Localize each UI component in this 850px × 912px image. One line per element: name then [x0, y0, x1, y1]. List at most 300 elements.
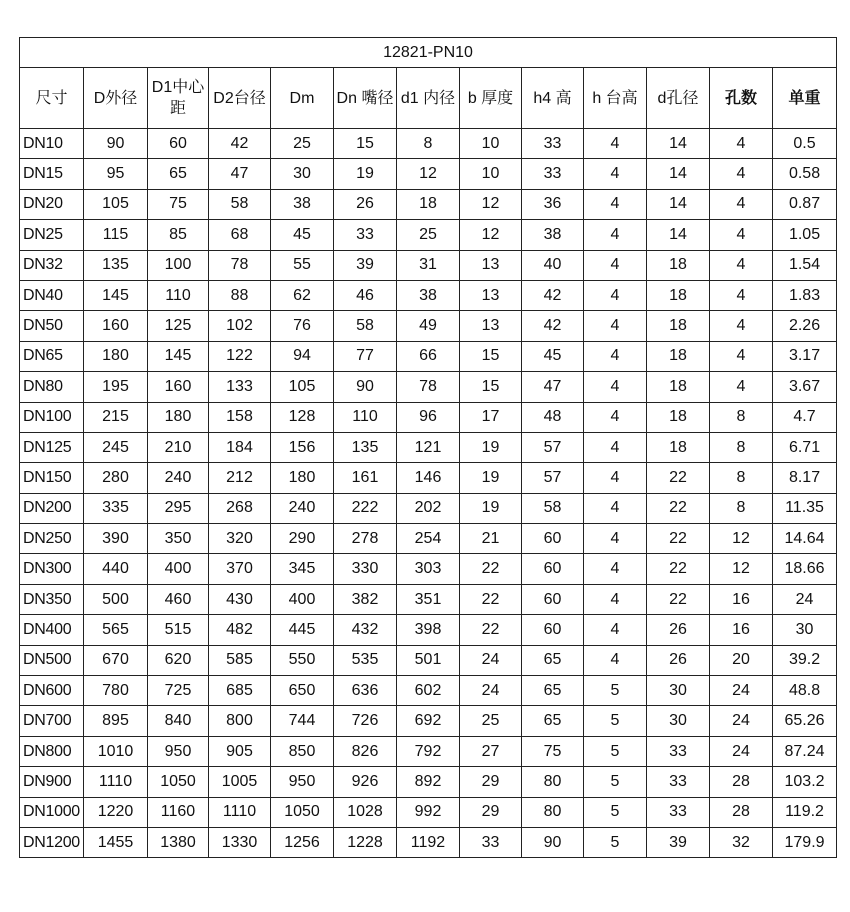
header-row: [20, 68, 837, 129]
table-cell: 10: [460, 159, 522, 189]
size-cell: DN32: [20, 250, 84, 280]
table-cell: 370: [209, 554, 271, 584]
column-header: h4 高: [522, 68, 584, 129]
table-row: [20, 311, 837, 341]
table-cell: 18: [647, 341, 710, 371]
table-cell: 90: [84, 129, 148, 159]
table-row: [20, 493, 837, 523]
size-cell: DN15: [20, 159, 84, 189]
table-cell: 335: [84, 493, 148, 523]
table-cell: 14.64: [773, 524, 837, 554]
table-cell: 22: [460, 615, 522, 645]
table-cell: 4: [710, 341, 773, 371]
table-cell: 22: [460, 554, 522, 584]
table-cell: 245: [84, 432, 148, 462]
table-cell: 40: [522, 250, 584, 280]
table-cell: 4: [584, 280, 647, 310]
table-cell: 4: [584, 584, 647, 614]
table-cell: 24: [710, 676, 773, 706]
table-cell: 22: [647, 584, 710, 614]
table-cell: 4: [584, 432, 647, 462]
table-cell: 94: [271, 341, 334, 371]
size-cell: DN25: [20, 220, 84, 250]
table-row: [20, 402, 837, 432]
table-cell: 4: [584, 189, 647, 219]
table-row: [20, 554, 837, 584]
table-cell: 60: [148, 129, 209, 159]
table-cell: 38: [271, 189, 334, 219]
table-row: [20, 615, 837, 645]
table-cell: 22: [647, 463, 710, 493]
table-row: [20, 584, 837, 614]
table-cell: 5: [584, 676, 647, 706]
table-cell: 24: [460, 676, 522, 706]
table-cell: 66: [397, 341, 460, 371]
table-cell: 18: [647, 432, 710, 462]
table-cell: 19: [460, 432, 522, 462]
size-cell: DN300: [20, 554, 84, 584]
table-cell: 30: [773, 615, 837, 645]
table-cell: 90: [522, 827, 584, 857]
table-cell: 75: [148, 189, 209, 219]
table-cell: 1.05: [773, 220, 837, 250]
table-cell: 892: [397, 767, 460, 797]
table-cell: 39: [334, 250, 397, 280]
table-cell: 33: [647, 767, 710, 797]
table-cell: 4: [584, 402, 647, 432]
table-cell: 5: [584, 736, 647, 766]
table-cell: 1330: [209, 827, 271, 857]
table-cell: 58: [209, 189, 271, 219]
table-cell: 440: [84, 554, 148, 584]
table-cell: 202: [397, 493, 460, 523]
table-cell: 65: [522, 706, 584, 736]
table-cell: 27: [460, 736, 522, 766]
table-cell: 39.2: [773, 645, 837, 675]
table-cell: 320: [209, 524, 271, 554]
table-cell: 268: [209, 493, 271, 523]
table-cell: 215: [84, 402, 148, 432]
table-cell: 121: [397, 432, 460, 462]
table-cell: 28: [710, 797, 773, 827]
table-cell: 47: [522, 372, 584, 402]
table-cell: 430: [209, 584, 271, 614]
table-cell: 780: [84, 676, 148, 706]
column-header: D1中心距: [148, 68, 209, 129]
table-cell: 25: [397, 220, 460, 250]
size-cell: DN900: [20, 767, 84, 797]
table-cell: 4: [584, 493, 647, 523]
table-cell: 78: [397, 372, 460, 402]
column-header: b 厚度: [460, 68, 522, 129]
table-cell: 950: [148, 736, 209, 766]
table-cell: 3.67: [773, 372, 837, 402]
table-cell: 4: [710, 372, 773, 402]
table-cell: 80: [522, 767, 584, 797]
table-cell: 180: [148, 402, 209, 432]
column-header: D外径: [84, 68, 148, 129]
table-cell: 4: [710, 220, 773, 250]
table-cell: 26: [334, 189, 397, 219]
table-cell: 4: [710, 250, 773, 280]
table-cell: 135: [84, 250, 148, 280]
table-cell: 0.58: [773, 159, 837, 189]
table-cell: 18: [647, 311, 710, 341]
table-cell: 4: [584, 524, 647, 554]
table-cell: 4: [710, 159, 773, 189]
table-cell: 29: [460, 797, 522, 827]
table-cell: 158: [209, 402, 271, 432]
table-cell: 33: [334, 220, 397, 250]
table-cell: 1.54: [773, 250, 837, 280]
table-cell: 240: [148, 463, 209, 493]
table-cell: 33: [522, 159, 584, 189]
table-cell: 725: [148, 676, 209, 706]
table-cell: 60: [522, 554, 584, 584]
table-cell: 32: [710, 827, 773, 857]
table-cell: 62: [271, 280, 334, 310]
table-cell: 19: [334, 159, 397, 189]
table-cell: 12: [460, 189, 522, 219]
table-cell: 30: [647, 676, 710, 706]
size-cell: DN1200: [20, 827, 84, 857]
table-cell: 30: [647, 706, 710, 736]
table-cell: 14: [647, 129, 710, 159]
table-cell: 636: [334, 676, 397, 706]
column-header: 孔数: [710, 68, 773, 129]
table-cell: 96: [397, 402, 460, 432]
table-cell: 4: [584, 615, 647, 645]
table-cell: 8: [710, 493, 773, 523]
table-cell: 28: [710, 767, 773, 797]
table-cell: 24: [710, 706, 773, 736]
table-body: [20, 129, 837, 858]
table-cell: 195: [84, 372, 148, 402]
table-cell: 5: [584, 706, 647, 736]
table-cell: 26: [647, 615, 710, 645]
size-cell: DN20: [20, 189, 84, 219]
table-cell: 18: [647, 250, 710, 280]
table-cell: 18: [647, 280, 710, 310]
table-cell: 20: [710, 645, 773, 675]
table-cell: 565: [84, 615, 148, 645]
table-cell: 4: [584, 311, 647, 341]
column-header: Dm: [271, 68, 334, 129]
table-cell: 16: [710, 584, 773, 614]
table-cell: 330: [334, 554, 397, 584]
table-cell: 1050: [271, 797, 334, 827]
table-cell: 88: [209, 280, 271, 310]
table-cell: 240: [271, 493, 334, 523]
table-cell: 18: [647, 372, 710, 402]
table-cell: 48.8: [773, 676, 837, 706]
table-cell: 212: [209, 463, 271, 493]
table-cell: 10: [460, 129, 522, 159]
table-cell: 1028: [334, 797, 397, 827]
column-header: 尺寸: [20, 68, 84, 129]
table-cell: 0.87: [773, 189, 837, 219]
table-cell: 103.2: [773, 767, 837, 797]
table-cell: 39: [647, 827, 710, 857]
table-cell: 840: [148, 706, 209, 736]
table-row: [20, 645, 837, 675]
table-row: [20, 797, 837, 827]
table-cell: 4: [584, 220, 647, 250]
size-cell: DN1000: [20, 797, 84, 827]
table-cell: 482: [209, 615, 271, 645]
table-title: 12821-PN10: [20, 38, 837, 68]
table-cell: 400: [148, 554, 209, 584]
table-cell: 400: [271, 584, 334, 614]
table-cell: 145: [84, 280, 148, 310]
table-cell: 22: [647, 554, 710, 584]
size-cell: DN80: [20, 372, 84, 402]
table-cell: 110: [148, 280, 209, 310]
table-cell: 501: [397, 645, 460, 675]
table-cell: 1010: [84, 736, 148, 766]
table-row: [20, 736, 837, 766]
table-cell: 351: [397, 584, 460, 614]
table-cell: 42: [522, 280, 584, 310]
table-cell: 950: [271, 767, 334, 797]
table-cell: 1380: [148, 827, 209, 857]
table-cell: 1005: [209, 767, 271, 797]
size-cell: DN400: [20, 615, 84, 645]
table-cell: 432: [334, 615, 397, 645]
table-cell: 42: [522, 311, 584, 341]
table-cell: 4: [710, 311, 773, 341]
table-cell: 12: [710, 524, 773, 554]
size-cell: DN800: [20, 736, 84, 766]
table-row: [20, 524, 837, 554]
table-cell: 65: [148, 159, 209, 189]
table-cell: 670: [84, 645, 148, 675]
size-cell: DN700: [20, 706, 84, 736]
table-cell: 122: [209, 341, 271, 371]
table-cell: 792: [397, 736, 460, 766]
table-cell: 119.2: [773, 797, 837, 827]
table-cell: 744: [271, 706, 334, 736]
table-cell: 350: [148, 524, 209, 554]
table-cell: 146: [397, 463, 460, 493]
table-cell: 1110: [209, 797, 271, 827]
table-cell: 2.26: [773, 311, 837, 341]
table-row: [20, 341, 837, 371]
table-cell: 1110: [84, 767, 148, 797]
table-cell: 38: [397, 280, 460, 310]
table-cell: 278: [334, 524, 397, 554]
table-row: [20, 706, 837, 736]
table-cell: 1220: [84, 797, 148, 827]
table-cell: 58: [522, 493, 584, 523]
table-row: [20, 129, 837, 159]
size-cell: DN200: [20, 493, 84, 523]
table-cell: 57: [522, 463, 584, 493]
table-cell: 15: [334, 129, 397, 159]
column-header: Dn 嘴径: [334, 68, 397, 129]
table-cell: 45: [522, 341, 584, 371]
table-cell: 22: [647, 493, 710, 523]
table-cell: 826: [334, 736, 397, 766]
table-cell: 24: [460, 645, 522, 675]
table-cell: 5: [584, 827, 647, 857]
size-cell: DN250: [20, 524, 84, 554]
size-cell: DN40: [20, 280, 84, 310]
table-cell: 42: [209, 129, 271, 159]
table-cell: 46: [334, 280, 397, 310]
table-cell: 8: [710, 402, 773, 432]
table-cell: 685: [209, 676, 271, 706]
table-cell: 80: [522, 797, 584, 827]
table-cell: 4: [584, 554, 647, 584]
table-cell: 13: [460, 311, 522, 341]
table-cell: 295: [148, 493, 209, 523]
table-cell: 180: [271, 463, 334, 493]
table-cell: 14: [647, 159, 710, 189]
table-row: [20, 159, 837, 189]
table-cell: 38: [522, 220, 584, 250]
table-cell: 65: [522, 676, 584, 706]
column-header: D2台径: [209, 68, 271, 129]
table-cell: 45: [271, 220, 334, 250]
table-cell: 25: [271, 129, 334, 159]
table-row: [20, 250, 837, 280]
table-cell: 345: [271, 554, 334, 584]
table-cell: 156: [271, 432, 334, 462]
table-cell: 398: [397, 615, 460, 645]
table-cell: 29: [460, 767, 522, 797]
table-cell: 24: [710, 736, 773, 766]
table-cell: 905: [209, 736, 271, 766]
table-cell: 78: [209, 250, 271, 280]
table-cell: 77: [334, 341, 397, 371]
table-cell: 4: [584, 645, 647, 675]
table-cell: 602: [397, 676, 460, 706]
table-cell: 65: [522, 645, 584, 675]
table-cell: 850: [271, 736, 334, 766]
table-cell: 128: [271, 402, 334, 432]
size-cell: DN500: [20, 645, 84, 675]
table-cell: 14: [647, 220, 710, 250]
table-cell: 1160: [148, 797, 209, 827]
table-cell: 110: [334, 402, 397, 432]
table-cell: 48: [522, 402, 584, 432]
size-cell: DN600: [20, 676, 84, 706]
table-cell: 650: [271, 676, 334, 706]
table-cell: 33: [647, 797, 710, 827]
table-cell: 992: [397, 797, 460, 827]
table-cell: 135: [334, 432, 397, 462]
table-row: [20, 827, 837, 857]
table-cell: 12: [710, 554, 773, 584]
table-row: [20, 432, 837, 462]
table-cell: 1192: [397, 827, 460, 857]
table-row: [20, 189, 837, 219]
table-cell: 692: [397, 706, 460, 736]
table-cell: 18: [647, 402, 710, 432]
table-cell: 290: [271, 524, 334, 554]
table-cell: 8: [397, 129, 460, 159]
table-cell: 14: [647, 189, 710, 219]
table-cell: 535: [334, 645, 397, 675]
table-cell: 254: [397, 524, 460, 554]
size-cell: DN100: [20, 402, 84, 432]
table-cell: 36: [522, 189, 584, 219]
table-cell: 75: [522, 736, 584, 766]
table-cell: 5: [584, 767, 647, 797]
table-row: [20, 767, 837, 797]
size-cell: DN150: [20, 463, 84, 493]
table-cell: 1228: [334, 827, 397, 857]
table-cell: 115: [84, 220, 148, 250]
table-cell: 87.24: [773, 736, 837, 766]
table-cell: 60: [522, 584, 584, 614]
table-cell: 5: [584, 797, 647, 827]
table-cell: 60: [522, 524, 584, 554]
table-cell: 8.17: [773, 463, 837, 493]
table-cell: 4: [584, 129, 647, 159]
table-cell: 68: [209, 220, 271, 250]
table-cell: 180: [84, 341, 148, 371]
size-cell: DN10: [20, 129, 84, 159]
table-cell: 18.66: [773, 554, 837, 584]
table-cell: 161: [334, 463, 397, 493]
column-header: h 台高: [584, 68, 647, 129]
table-cell: 1455: [84, 827, 148, 857]
table-cell: 102: [209, 311, 271, 341]
table-cell: 210: [148, 432, 209, 462]
table-cell: 4: [584, 250, 647, 280]
table-cell: 303: [397, 554, 460, 584]
table-cell: 800: [209, 706, 271, 736]
table-row: [20, 220, 837, 250]
table-cell: 4: [710, 129, 773, 159]
table-cell: 550: [271, 645, 334, 675]
table-cell: 11.35: [773, 493, 837, 523]
title-row: [20, 38, 837, 68]
table-cell: 22: [460, 584, 522, 614]
table-cell: 30: [271, 159, 334, 189]
table-cell: 47: [209, 159, 271, 189]
table-cell: 76: [271, 311, 334, 341]
table-cell: 17: [460, 402, 522, 432]
column-header: 单重: [773, 68, 837, 129]
table-cell: 3.17: [773, 341, 837, 371]
table-cell: 145: [148, 341, 209, 371]
table-cell: 445: [271, 615, 334, 645]
table-cell: 12: [397, 159, 460, 189]
table-cell: 4: [710, 280, 773, 310]
table-cell: 19: [460, 463, 522, 493]
table-cell: 90: [334, 372, 397, 402]
column-header: d1 内径: [397, 68, 460, 129]
table-cell: 49: [397, 311, 460, 341]
table-cell: 8: [710, 432, 773, 462]
table-cell: 19: [460, 493, 522, 523]
table-cell: 13: [460, 280, 522, 310]
table-cell: 57: [522, 432, 584, 462]
table-cell: 390: [84, 524, 148, 554]
table-cell: 1.83: [773, 280, 837, 310]
table-cell: 26: [647, 645, 710, 675]
table-row: [20, 372, 837, 402]
table-cell: 1050: [148, 767, 209, 797]
table-cell: 21: [460, 524, 522, 554]
table-cell: 15: [460, 341, 522, 371]
table-cell: 33: [522, 129, 584, 159]
table-cell: 33: [647, 736, 710, 766]
table-cell: 620: [148, 645, 209, 675]
